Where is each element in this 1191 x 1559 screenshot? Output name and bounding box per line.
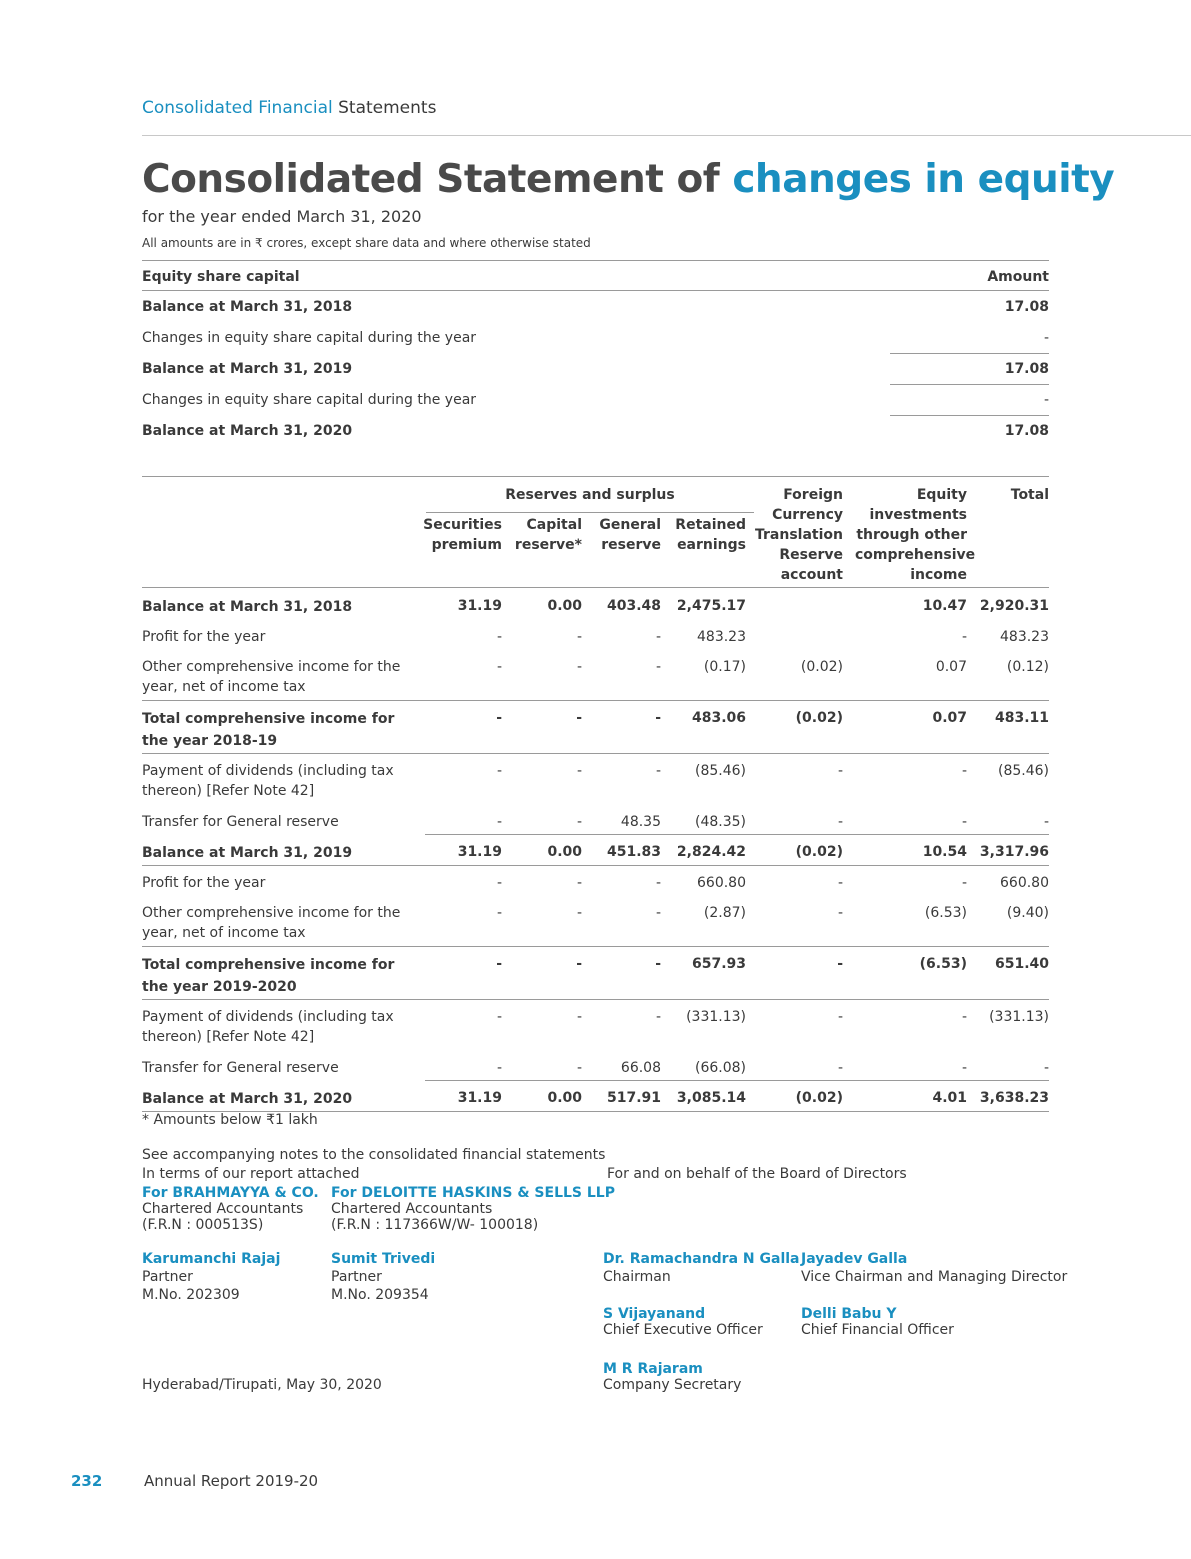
table-cell: - — [837, 875, 843, 891]
table-row — [142, 834, 1049, 865]
table-cell: (85.46) — [694, 763, 746, 779]
table-cell: - — [655, 629, 661, 645]
row-label: Total comprehensive income for the year 2018-19 — [142, 711, 395, 749]
table-cell: - — [576, 956, 582, 972]
table-header — [142, 477, 1049, 588]
table-cell: - — [961, 629, 967, 645]
table-cell: - — [655, 763, 661, 779]
director-block-1 — [603, 1250, 800, 1286]
see-notes: See accompanying notes to the consolidated financial statements — [142, 1147, 606, 1163]
col-header: Equity investments through other comprehensive income — [855, 487, 976, 583]
page-number: 232 — [71, 1472, 103, 1490]
table-cell: 3,085.14 — [676, 1090, 746, 1106]
table-row — [142, 865, 1049, 895]
firm-type: Chartered Accountants — [331, 1201, 493, 1217]
table-row — [142, 415, 1049, 446]
table-cell: - — [837, 1009, 843, 1025]
table-cell: - — [961, 814, 967, 830]
director-block-2 — [801, 1250, 1067, 1286]
table-cell: 48.35 — [620, 814, 661, 830]
table-cell: - — [576, 763, 582, 779]
table-cell: 10.54 — [922, 844, 967, 860]
table-cell: - — [576, 629, 582, 645]
partner-name: Sumit Trivedi — [331, 1251, 436, 1267]
table-cell: - — [576, 814, 582, 830]
table-cell: 483.11 — [994, 710, 1049, 726]
row-label: Transfer for General reserve — [142, 814, 339, 830]
table-cell: - — [837, 814, 843, 830]
table-cell: - — [655, 1009, 661, 1025]
col-header: Capital reserve* — [514, 517, 582, 553]
esc-header-row — [142, 260, 1049, 291]
director-role: Vice Chairman and Managing Director — [801, 1269, 1068, 1285]
table-cell: - — [576, 1060, 582, 1076]
partner-block-1 — [142, 1250, 280, 1304]
table-cell: - — [655, 905, 661, 921]
esc-row-amount: 17.08 — [1004, 361, 1049, 377]
table-row — [142, 1050, 1049, 1080]
table-row — [142, 384, 1049, 415]
table-cell: 483.23 — [697, 629, 746, 645]
row-label: Balance at March 31, 2020 — [142, 1091, 353, 1107]
running-header — [142, 98, 436, 118]
footnote: * Amounts below ₹1 lakh — [142, 1112, 318, 1128]
page-title-dark: Consolidated Statement of — [142, 157, 720, 202]
row-label: Payment of dividends (including tax thereon) [Refer Note 42] — [142, 763, 394, 799]
table-row — [142, 353, 1049, 384]
table-cell: (66.08) — [694, 1060, 746, 1076]
row-label: Other comprehensive income for the year, net of income tax — [142, 905, 401, 941]
director-name: S Vijayanand — [603, 1306, 706, 1322]
table-cell: - — [655, 956, 661, 972]
table-cell: - — [837, 763, 843, 779]
table-cell: - — [496, 814, 502, 830]
table-cell: - — [837, 1060, 843, 1076]
row-label: Profit for the year — [142, 875, 266, 891]
section-name: Consolidated Financial — [142, 98, 333, 118]
board-heading: For and on behalf of the Board of Directors — [607, 1166, 907, 1182]
director-role: Chief Financial Officer — [801, 1322, 954, 1338]
header-rule — [142, 135, 1191, 136]
table-row — [142, 588, 1049, 619]
partner-block-2 — [331, 1250, 435, 1304]
table-cell: (0.17) — [703, 659, 746, 675]
table-cell: (0.02) — [795, 844, 843, 860]
row-label: Total comprehensive income for the year 2019-2020 — [142, 957, 395, 995]
table-row — [142, 322, 1049, 353]
table-cell: - — [496, 1009, 502, 1025]
table-cell: - — [496, 659, 502, 675]
table-cell: 0.00 — [547, 598, 582, 614]
table-cell: (0.02) — [795, 1090, 843, 1106]
table-cell: - — [1043, 1060, 1049, 1076]
table-cell: 31.19 — [457, 1090, 502, 1106]
partner-role: Partner — [142, 1269, 193, 1285]
table-cell: 651.40 — [994, 956, 1049, 972]
table-cell: - — [576, 1009, 582, 1025]
table-row — [142, 1080, 1049, 1111]
table-cell: - — [576, 905, 582, 921]
table-cell: 3,638.23 — [979, 1090, 1049, 1106]
esc-row-label: Changes in equity share capital during the year — [142, 392, 477, 408]
esc-row-label: Balance at March 31, 2018 — [142, 299, 353, 315]
table-cell: - — [496, 629, 502, 645]
row-label: Profit for the year — [142, 629, 266, 645]
table-row — [142, 895, 1049, 946]
table-row — [142, 999, 1049, 1050]
table-cell: 0.00 — [547, 1090, 582, 1106]
table-row — [142, 700, 1049, 753]
esc-row-label: Balance at March 31, 2020 — [142, 423, 353, 439]
table-row — [142, 946, 1049, 999]
table-cell: (0.12) — [1006, 659, 1049, 675]
esc-row-amount: - — [1043, 330, 1049, 346]
esc-row-label: Changes in equity share capital during the year — [142, 330, 477, 346]
table-cell: (0.02) — [795, 710, 843, 726]
table-cell: 0.00 — [547, 844, 582, 860]
esc-header-amount: Amount — [987, 269, 1049, 285]
table-cell: - — [576, 875, 582, 891]
table-cell: (6.53) — [924, 905, 967, 921]
firm-block-1 — [142, 1185, 319, 1233]
table-cell: 451.83 — [606, 844, 661, 860]
table-cell: - — [496, 875, 502, 891]
table-cell: 0.07 — [935, 659, 967, 675]
director-block-5 — [603, 1361, 741, 1393]
table-cell: - — [496, 905, 502, 921]
row-label: Balance at March 31, 2019 — [142, 845, 353, 861]
firm-name: For BRAHMAYYA & CO. — [142, 1185, 319, 1201]
changes-in-equity-table — [142, 476, 1049, 1111]
table-cell: - — [961, 1060, 967, 1076]
page-subtitle: for the year ended March 31, 2020 — [142, 207, 422, 226]
table-cell: (331.13) — [989, 1009, 1049, 1025]
table-cell: 660.80 — [1000, 875, 1049, 891]
row-label: Other comprehensive income for the year, net of income tax — [142, 659, 401, 695]
table-row — [142, 804, 1049, 834]
equity-share-capital-table — [142, 260, 1049, 446]
director-block-4 — [801, 1306, 954, 1338]
firm-frn: (F.R.N : 000513S) — [142, 1217, 264, 1233]
table-cell: 2,824.42 — [676, 844, 746, 860]
table-cell: - — [496, 1060, 502, 1076]
table-cell: 660.80 — [697, 875, 746, 891]
report-name: Annual Report 2019-20 — [144, 1472, 319, 1490]
page-title-blue: changes in equity — [732, 157, 1115, 202]
esc-row-label: Balance at March 31, 2019 — [142, 361, 353, 377]
table-cell: (48.35) — [694, 814, 746, 830]
partner-mno: M.No. 209354 — [331, 1287, 429, 1303]
row-label: Balance at March 31, 2018 — [142, 599, 353, 615]
table-cell: - — [655, 875, 661, 891]
table-cell: - — [961, 1009, 967, 1025]
director-block-3 — [603, 1306, 763, 1338]
table-row — [142, 291, 1049, 322]
partner-name: Karumanchi Rajaj — [142, 1251, 281, 1267]
page-title — [142, 157, 1114, 202]
row-label: Payment of dividends (including tax thereon) [Refer Note 42] — [142, 1009, 394, 1045]
table-cell: 483.23 — [1000, 629, 1049, 645]
table-row — [142, 753, 1049, 804]
table-cell: - — [961, 763, 967, 779]
reserves-surplus-header: Reserves and surplus — [426, 485, 754, 513]
table-cell: (0.02) — [800, 659, 843, 675]
table-cell: (85.46) — [997, 763, 1049, 779]
table-body — [142, 588, 1049, 1111]
table-cell: 31.19 — [457, 844, 502, 860]
table-cell: - — [576, 710, 582, 726]
table-cell: - — [961, 875, 967, 891]
director-name: Delli Babu Y — [801, 1306, 897, 1322]
table-cell: 66.08 — [620, 1060, 661, 1076]
col-header: Foreign Currency Translation Reserve account — [755, 487, 843, 583]
table-cell: - — [576, 659, 582, 675]
table-cell: (331.13) — [686, 1009, 746, 1025]
partner-mno: M.No. 202309 — [142, 1287, 240, 1303]
table-row — [142, 619, 1049, 649]
esc-row-amount: 17.08 — [1004, 299, 1049, 315]
partner-role: Partner — [331, 1269, 382, 1285]
col-header: Retained earnings — [675, 517, 746, 553]
table-cell: - — [496, 956, 502, 972]
table-cell: 0.07 — [932, 710, 967, 726]
firm-type: Chartered Accountants — [142, 1201, 304, 1217]
director-name: Dr. Ramachandra N Galla — [603, 1251, 800, 1267]
director-role: Chief Executive Officer — [603, 1322, 763, 1338]
director-name: Jayadev Galla — [801, 1251, 908, 1267]
table-cell: 403.48 — [606, 598, 661, 614]
firm-name: For DELOITTE HASKINS & SELLS LLP — [331, 1185, 615, 1201]
table-cell: - — [837, 956, 843, 972]
col-header: Total — [1010, 487, 1049, 503]
table-cell: 10.47 — [922, 598, 967, 614]
col-header: General reserve — [599, 517, 661, 553]
table-cell: - — [496, 763, 502, 779]
table-cell: 3,317.96 — [979, 844, 1049, 860]
table-cell: - — [655, 659, 661, 675]
table-cell: 2,920.31 — [979, 598, 1049, 614]
esc-row-amount: - — [1043, 392, 1049, 408]
table-cell: (2.87) — [703, 905, 746, 921]
director-role: Company Secretary — [603, 1377, 742, 1393]
table-cell: 2,475.17 — [676, 598, 746, 614]
table-cell: (6.53) — [919, 956, 967, 972]
director-role: Chairman — [603, 1269, 671, 1285]
table-cell: - — [837, 905, 843, 921]
col-header: Securities premium — [423, 517, 502, 553]
firm-frn: (F.R.N : 117366W/W- 100018) — [331, 1217, 539, 1233]
place-date: Hyderabad/Tirupati, May 30, 2020 — [142, 1377, 382, 1393]
table-row — [142, 649, 1049, 700]
row-label: Transfer for General reserve — [142, 1060, 339, 1076]
table-cell: 31.19 — [457, 598, 502, 614]
table-cell: 657.93 — [691, 956, 746, 972]
table-cell: 483.06 — [691, 710, 746, 726]
table-cell: - — [496, 710, 502, 726]
table-cell: - — [655, 710, 661, 726]
firm-block-2 — [331, 1185, 615, 1233]
table-cell: (9.40) — [1006, 905, 1049, 921]
amounts-note: All amounts are in ₹ crores, except share data and where otherwise stated — [142, 236, 591, 250]
table-cell: 4.01 — [932, 1090, 967, 1106]
table-cell: 517.91 — [606, 1090, 661, 1106]
section-name-rest: Statements — [338, 98, 437, 118]
table-cell: - — [1043, 814, 1049, 830]
director-name: M R Rajaram — [603, 1361, 703, 1377]
esc-header-label: Equity share capital — [142, 269, 300, 285]
report-attached: In terms of our report attached — [142, 1166, 360, 1182]
esc-row-amount: 17.08 — [1004, 423, 1049, 439]
